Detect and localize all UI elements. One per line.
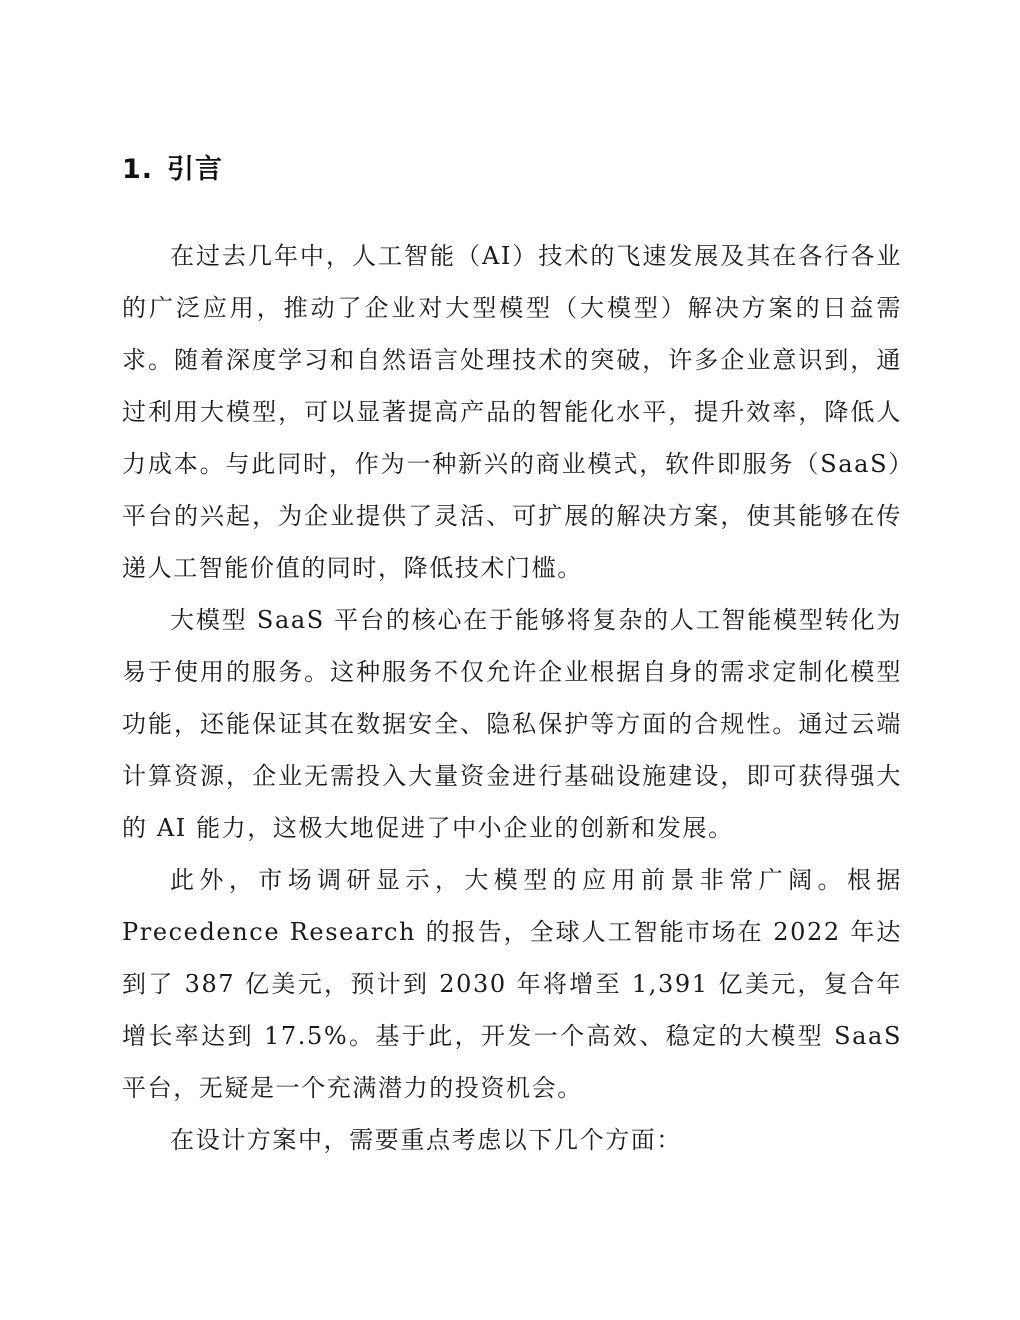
paragraph-4: 在设计方案中，需要重点考虑以下几个方面： xyxy=(170,1126,682,1154)
section-title: 引言 xyxy=(167,154,224,185)
page-content xyxy=(122,146,902,1166)
section-heading xyxy=(122,146,902,194)
paragraph-2: 大模型 SaaS 平台的核心在于能够将复杂的人工智能模型转化为易于使用的服务。这种服务不仅允许企业根据自身的需求定制化模型功能，还能保证其在数据安全、隐私保护等方面的合规性。通过云端计算资源，企业无需投入大量资金进行基础设施建设，即可获得强大的 AI 能力，这极大地促进了中小企业的创新和发展。 xyxy=(122,606,902,842)
paragraph-3: 此外，市场调研显示，大模型的应用前景非常广阔。根据 Precedence Research 的报告，全球人工智能市场在 2022 年达到了 387 亿美元，预计到 2030 年将增至 1,391 亿美元，复合年增长率达到 17.5%。基于此，开发一个高效、稳定的大模型 SaaS 平台，无疑是一个充满潜力的投资机会。 xyxy=(122,866,902,1102)
paragraph-1: 在过去几年中，人工智能（AI）技术的飞速发展及其在各行各业的广泛应用，推动了企业对大型模型（大模型）解决方案的日益需求。随着深度学习和自然语言处理技术的突破，许多企业意识到，通过利用大模型，可以显著提高产品的智能化水平，提升效率，降低人力成本。与此同时，作为一种新兴的商业模式，软件即服务（SaaS）平台的兴起，为企业提供了灵活、可扩展的解决方案，使其能够在传递人工智能价值的同时，降低技术门槛。 xyxy=(122,242,902,582)
body-text xyxy=(122,230,902,1166)
section-number: 1. xyxy=(122,154,154,185)
